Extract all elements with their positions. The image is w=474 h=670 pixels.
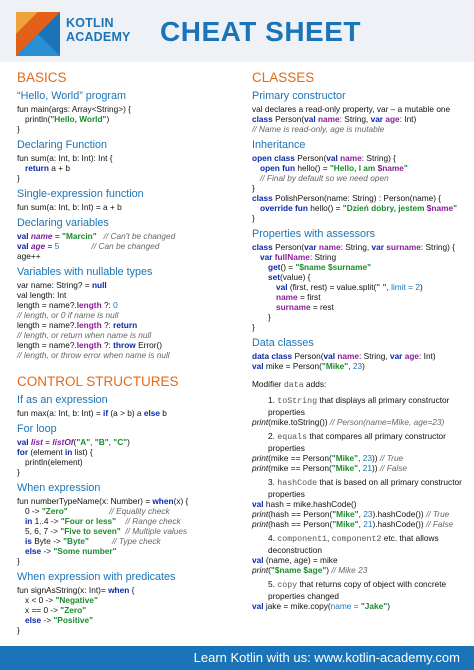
code-line: 5, 6, 7 -> "Five to seven" // Multiple values bbox=[25, 526, 188, 536]
text-line: val declares a read-only property, var – a mutable one bbox=[252, 104, 451, 114]
code-line: x < 0 -> "Negative" bbox=[25, 595, 98, 605]
code-line: else -> "Some number" bbox=[25, 546, 117, 556]
when-expression-title: When expression bbox=[17, 482, 101, 494]
footer-link-text[interactable]: Learn Kotlin with us: www.kotlin-academy.com bbox=[193, 650, 460, 665]
code-line: length = name?.length ?: 0 bbox=[17, 300, 118, 310]
left-column bbox=[17, 70, 239, 635]
code-line: print(mike == Person("Mike", 21)) // False bbox=[252, 463, 408, 473]
code-line: } bbox=[17, 467, 20, 477]
code-line: } bbox=[268, 312, 271, 322]
code-line: data class Person(val name: String, var age: Int) bbox=[252, 351, 436, 361]
code-comment: // length, or return when name is null bbox=[17, 330, 152, 340]
code-line: override fun hello() = "Dzień dobry, jestem $name" bbox=[260, 203, 458, 213]
code-line: name = first bbox=[276, 292, 321, 302]
logo-text bbox=[66, 16, 131, 44]
code-line: fun numberTypeName(x: Number) = when(x) { bbox=[17, 496, 189, 506]
code-comment: // length, or throw error when name is null bbox=[17, 350, 170, 360]
code-line: } bbox=[17, 556, 20, 566]
properties-assessors-title: Properties with assessors bbox=[252, 228, 376, 240]
code-line: } bbox=[17, 124, 20, 134]
code-line: fun sum(a: Int, b: Int): Int { bbox=[17, 153, 113, 163]
code-line: fun main(args: Array<String>) { bbox=[17, 104, 131, 114]
logo-line-1: KOTLIN bbox=[66, 16, 114, 30]
single-expression-title: Single-expression function bbox=[17, 188, 144, 200]
code-line: } bbox=[252, 322, 255, 332]
code-line: println(element) bbox=[25, 457, 83, 467]
code-line: } bbox=[17, 625, 20, 635]
code-line: age++ bbox=[17, 251, 41, 261]
code-line: fun signAsString(x: Int)= when { bbox=[17, 585, 135, 595]
code-line: val mike = Person("Mike", 23) bbox=[252, 361, 365, 371]
nullable-types-title: Variables with nullable types bbox=[17, 266, 153, 278]
code-line: print("$name $age") // Mike 23 bbox=[252, 565, 368, 575]
code-line: val (name, age) = mike bbox=[252, 555, 338, 565]
code-line: fun sum(a: Int, b: Int) = a + b bbox=[17, 202, 122, 212]
code-line: print(hash == Person("Mike", 23).hashCode()) // True bbox=[252, 509, 450, 519]
declaring-variables-title: Declaring variables bbox=[17, 217, 109, 229]
code-line: surname = rest bbox=[276, 302, 334, 312]
section-title-control-structures: CONTROL STRUCTURES bbox=[17, 374, 179, 389]
code-line: print(hash == Person("Mike", 21).hashCode()) // False bbox=[252, 519, 454, 529]
code-line: val hash = mike.hashCode() bbox=[252, 499, 357, 509]
code-line: } bbox=[17, 173, 20, 183]
code-line: in 1..4 -> "Four or less" // Range check bbox=[25, 516, 181, 526]
code-line: open fun hello() = "Hello, I am $name" bbox=[260, 163, 408, 173]
code-line: class Person(var name: String, var surname: String) { bbox=[252, 242, 455, 252]
code-comment: // Name is read-only, age is mutable bbox=[252, 124, 385, 134]
code-line: fun max(a: Int, b: Int) = if (a > b) a else b bbox=[17, 408, 167, 418]
text-line: 2. equals that compares all primary constructor properties bbox=[268, 431, 446, 453]
text-line: 4. component1, component2 etc. that allows deconstruction bbox=[268, 533, 439, 555]
code-line: else -> "Positive" bbox=[25, 615, 94, 625]
section-title-classes: CLASSES bbox=[252, 70, 315, 85]
text-line: 5. copy that returns copy of object with concrete properties changed bbox=[268, 579, 447, 601]
text-line: 3. hashCode that is based on all primary constructor properties bbox=[268, 477, 462, 499]
code-line: set(value) { bbox=[268, 272, 311, 282]
inheritance-title: Inheritance bbox=[252, 139, 306, 151]
code-line: open class Person(val name: String) { bbox=[252, 153, 396, 163]
hello-world-title: “Hello, World” program bbox=[17, 90, 126, 102]
code-line: class PolishPerson(name: String) : Person(name) { bbox=[252, 193, 442, 203]
code-line: 0 -> "Zero" // Equality check bbox=[25, 506, 170, 516]
section-title-basics: BASICS bbox=[17, 70, 67, 85]
header-bar bbox=[0, 0, 474, 62]
code-line: var fullName: String bbox=[260, 252, 337, 262]
code-line: var name: String? = null bbox=[17, 280, 107, 290]
code-line: val jake = mike.copy(name = "Jake") bbox=[252, 601, 390, 611]
code-line: } bbox=[252, 213, 255, 223]
code-line: } bbox=[252, 183, 255, 193]
text-line: 1. toString that displays all primary constructor properties bbox=[268, 395, 450, 417]
when-predicates-title: When expression with predicates bbox=[17, 571, 176, 583]
code-line: val name = "Marcin" // Can't be changed bbox=[17, 231, 176, 241]
code-line: return a + b bbox=[25, 163, 70, 173]
primary-constructor-title: Primary constructor bbox=[252, 90, 346, 102]
code-line: is Byte -> "Byte" // Type check bbox=[25, 536, 161, 546]
code-line: length = name?.length ?: throw Error() bbox=[17, 340, 163, 350]
footer-bar bbox=[0, 646, 474, 670]
page-title: CHEAT SHEET bbox=[160, 16, 361, 47]
code-line: val (first, rest) = value.split(" ", limit = 2) bbox=[276, 282, 423, 292]
code-line: length = name?.length ?: return bbox=[17, 320, 138, 330]
code-line: print(mike == Person("Mike", 23)) // True bbox=[252, 453, 404, 463]
declaring-function-title: Declaring Function bbox=[17, 139, 108, 151]
kotlin-academy-logo-icon bbox=[16, 12, 60, 56]
code-line: val list = listOf("A", "B", "C") bbox=[17, 437, 130, 447]
code-line: class Person(val name: String, var age: Int) bbox=[252, 114, 417, 124]
right-column bbox=[252, 70, 464, 611]
code-line: x == 0 -> "Zero" bbox=[25, 605, 87, 615]
code-line: print(mike.toString()) // Person(name=Mike, age=23) bbox=[252, 417, 445, 427]
code-line: val age = 5 // Can be changed bbox=[17, 241, 160, 251]
text-line: Modifier data adds: bbox=[252, 379, 327, 390]
code-line: val length: Int bbox=[17, 290, 67, 300]
code-line: get() = "$name $surname" bbox=[268, 262, 372, 272]
for-loop-title: For loop bbox=[17, 423, 57, 435]
code-line: println("Hello, World") bbox=[25, 114, 110, 124]
code-comment: // length, or 0 if name is null bbox=[17, 310, 119, 320]
code-comment: // Final by default so we need open bbox=[260, 173, 389, 183]
if-expression-title: If as an expression bbox=[17, 394, 108, 406]
logo-line-2: ACADEMY bbox=[66, 30, 131, 44]
data-classes-title: Data classes bbox=[252, 337, 314, 349]
code-line: for (element in list) { bbox=[17, 447, 93, 457]
